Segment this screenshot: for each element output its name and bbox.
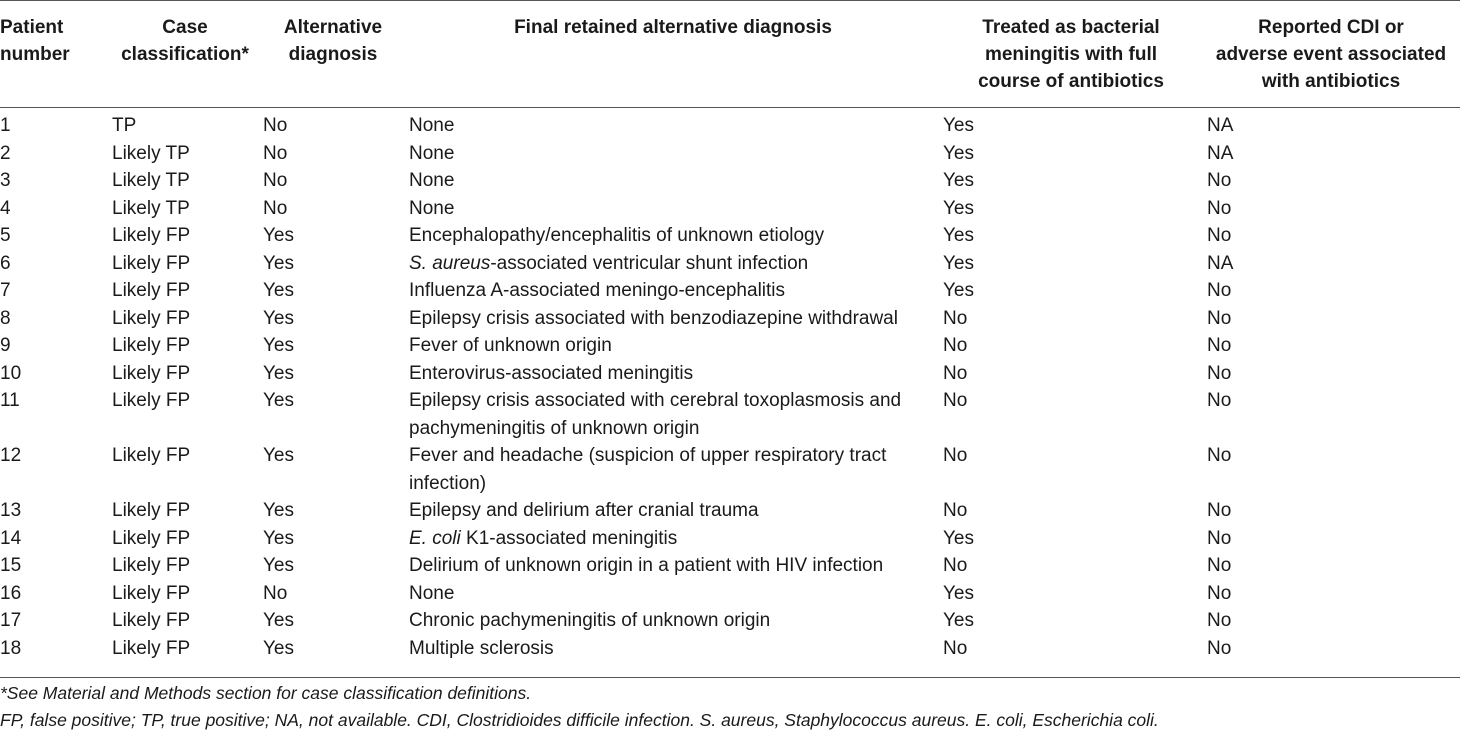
cell-reported: No xyxy=(1207,610,1232,631)
cell-treated: Yes xyxy=(943,252,974,274)
cell-reported: NA xyxy=(1207,252,1234,274)
diagnosis-text: Chronic pachymeningitis of unknown origin xyxy=(409,610,771,631)
cell-patient-number: 6 xyxy=(0,252,11,274)
cell-alternative-diagnosis: Yes xyxy=(263,610,294,631)
cell-case-classification: Likely FP xyxy=(112,225,191,246)
cell-patient-number: 9 xyxy=(0,335,11,356)
cell-patient-number: 5 xyxy=(0,225,11,246)
diagnosis-text: None xyxy=(409,142,455,164)
cell-reported: No xyxy=(1207,582,1232,604)
diagnosis-text: Fever of unknown origin xyxy=(409,335,612,356)
diagnosis-text: K1-associated meningitis xyxy=(460,527,678,549)
cell-case-classification: Likely FP xyxy=(112,610,191,631)
diagnosis-text: Multiple sclerosis xyxy=(409,637,554,659)
cell-alternative-diagnosis: No xyxy=(263,115,288,136)
cell-treated: Yes xyxy=(943,225,974,246)
cell-final-diagnosis xyxy=(406,442,940,497)
table-row xyxy=(0,360,1460,388)
cell-treated: No xyxy=(943,362,968,384)
cell-reported: No xyxy=(1207,500,1232,521)
cell-final-diagnosis xyxy=(406,607,940,635)
cell-final-diagnosis xyxy=(406,305,940,333)
table-row xyxy=(0,277,1460,305)
cell-patient-number: 16 xyxy=(0,582,22,604)
cell-final-diagnosis xyxy=(406,580,940,608)
cell-final-diagnosis xyxy=(406,332,940,360)
cell-final-diagnosis xyxy=(406,222,940,250)
cell-reported: No xyxy=(1207,390,1232,411)
cell-treated: Yes xyxy=(943,610,974,631)
cell-final-diagnosis xyxy=(406,360,940,388)
cell-reported: No xyxy=(1207,637,1232,659)
cell-alternative-diagnosis: Yes xyxy=(263,527,294,549)
cell-patient-number: 11 xyxy=(0,390,20,411)
cell-patient-number: 4 xyxy=(0,197,11,219)
diagnosis-text: Encephalopathy/encephalitis of unknown etiology xyxy=(409,225,825,246)
cell-alternative-diagnosis: Yes xyxy=(263,500,294,521)
diagnosis-text: Enterovirus-associated meningitis xyxy=(409,362,694,384)
cell-case-classification: Likely FP xyxy=(112,445,191,466)
cell-alternative-diagnosis: Yes xyxy=(263,637,294,659)
header-alternative-diagnosis: Alternative diagnosis xyxy=(283,17,383,65)
cell-final-diagnosis xyxy=(406,525,940,553)
table-row xyxy=(0,305,1460,333)
cell-alternative-diagnosis: Yes xyxy=(263,390,294,411)
table-row xyxy=(0,332,1460,360)
header-final-diagnosis: Final retained alternative diagnosis xyxy=(514,17,832,38)
cell-alternative-diagnosis: Yes xyxy=(263,280,294,301)
header-treated: Treated as bacterial meningitis with full course of antibiotics xyxy=(978,17,1164,92)
cell-reported: No xyxy=(1207,280,1232,301)
table-row xyxy=(0,497,1460,525)
header-case-classification: Case classification* xyxy=(121,17,249,65)
cell-alternative-diagnosis: Yes xyxy=(263,225,294,246)
cell-treated: Yes xyxy=(943,582,974,604)
diagnosis-text: None xyxy=(409,582,455,604)
cell-treated: Yes xyxy=(943,115,974,136)
cell-alternative-diagnosis: No xyxy=(263,170,288,191)
diagnosis-text: Epilepsy and delirium after cranial trauma xyxy=(409,500,759,521)
cell-reported: No xyxy=(1207,555,1232,576)
cell-case-classification: Likely FP xyxy=(112,280,191,301)
cell-treated: No xyxy=(943,307,968,329)
table-row xyxy=(0,607,1460,635)
cell-alternative-diagnosis: Yes xyxy=(263,252,294,274)
cell-patient-number: 17 xyxy=(0,610,22,631)
cell-treated: No xyxy=(943,555,968,576)
diagnosis-text: None xyxy=(409,197,455,219)
cell-alternative-diagnosis: No xyxy=(263,142,288,164)
table-row xyxy=(0,580,1460,608)
cell-treated: No xyxy=(943,445,968,466)
diagnosis-text: Fever and headache (suspicion of upper respiratory tract infection) xyxy=(409,445,887,494)
diagnosis-text: None xyxy=(409,115,455,136)
cell-case-classification: Likely FP xyxy=(112,555,191,576)
cell-case-classification: Likely TP xyxy=(112,197,190,219)
cell-case-classification: Likely FP xyxy=(112,362,191,384)
cell-treated: No xyxy=(943,335,968,356)
cell-final-diagnosis xyxy=(406,140,940,168)
cell-case-classification: Likely FP xyxy=(112,307,191,329)
cell-patient-number: 13 xyxy=(0,500,22,521)
cell-final-diagnosis xyxy=(406,250,940,278)
cell-treated: No xyxy=(943,637,968,659)
cell-case-classification: Likely FP xyxy=(112,252,191,274)
italic-organism: E. coli xyxy=(409,527,461,549)
diagnosis-text: Delirium of unknown origin in a patient with HIV infection xyxy=(409,555,884,576)
cell-patient-number: 18 xyxy=(0,637,22,659)
table-row xyxy=(0,387,1460,442)
table-row xyxy=(0,442,1460,497)
cell-reported: No xyxy=(1207,307,1232,329)
cell-reported: No xyxy=(1207,170,1232,191)
cell-final-diagnosis xyxy=(406,497,940,525)
cell-alternative-diagnosis: Yes xyxy=(263,362,294,384)
header-reported: Reported CDI or adverse event associated with antibiotics xyxy=(1215,17,1447,92)
table-row xyxy=(0,140,1460,168)
diagnosis-text: Influenza A-associated meningo-encephalitis xyxy=(409,280,786,301)
cell-patient-number: 14 xyxy=(0,527,22,549)
cell-patient-number: 10 xyxy=(0,362,22,384)
cell-patient-number: 2 xyxy=(0,142,11,164)
header-row xyxy=(0,1,1460,108)
cell-patient-number: 12 xyxy=(0,445,22,466)
cell-case-classification: Likely FP xyxy=(112,500,191,521)
cell-treated: No xyxy=(943,500,968,521)
cell-reported: No xyxy=(1207,445,1232,466)
cell-treated: Yes xyxy=(943,280,974,301)
cell-final-diagnosis xyxy=(406,167,940,195)
cell-treated: Yes xyxy=(943,197,974,219)
cell-reported: NA xyxy=(1207,142,1234,164)
table-row xyxy=(0,108,1460,140)
cell-alternative-diagnosis: Yes xyxy=(263,307,294,329)
table-row xyxy=(0,195,1460,223)
italic-organism: S. aureus xyxy=(409,252,491,274)
cell-case-classification: Likely TP xyxy=(112,142,190,164)
table-row xyxy=(0,635,1460,663)
diagnosis-text: Epilepsy crisis associated with cerebral toxoplasmosis and pachymeningitis of unknown origin xyxy=(409,390,902,439)
table-row xyxy=(0,222,1460,250)
cell-reported: No xyxy=(1207,362,1232,384)
table-row xyxy=(0,525,1460,553)
cell-final-diagnosis xyxy=(406,387,940,442)
cell-case-classification: Likely FP xyxy=(112,582,191,604)
cell-patient-number: 8 xyxy=(0,307,11,329)
cell-reported: No xyxy=(1207,527,1232,549)
cell-final-diagnosis xyxy=(406,277,940,305)
cell-reported: No xyxy=(1207,197,1232,219)
cell-alternative-diagnosis: No xyxy=(263,582,288,604)
cell-treated: No xyxy=(943,390,968,411)
cell-reported: No xyxy=(1207,335,1232,356)
cell-final-diagnosis xyxy=(406,195,940,223)
cell-patient-number: 3 xyxy=(0,170,11,191)
cell-patient-number: 15 xyxy=(0,555,22,576)
cell-case-classification: Likely FP xyxy=(112,637,191,659)
cell-alternative-diagnosis: Yes xyxy=(263,445,294,466)
cell-alternative-diagnosis: Yes xyxy=(263,335,294,356)
cell-patient-number: 1 xyxy=(0,115,11,136)
cell-final-diagnosis xyxy=(406,108,940,140)
diagnosis-text: Epilepsy crisis associated with benzodiazepine withdrawal xyxy=(409,307,898,329)
cell-alternative-diagnosis: Yes xyxy=(263,555,294,576)
cell-case-classification: Likely FP xyxy=(112,335,191,356)
table-row xyxy=(0,250,1460,278)
table-row xyxy=(0,167,1460,195)
header-patient-number: Patient number xyxy=(0,17,70,65)
footnote-abbreviations: FP, false positive; TP, true positive; NA, not available. CDI, Clostridioides difficile infection. S. aureus, Staphylococcus aureus. E. coli, Escherichia coli. xyxy=(0,710,1159,730)
cell-case-classification: Likely FP xyxy=(112,527,191,549)
footer-divider xyxy=(0,677,1460,678)
cell-treated: Yes xyxy=(943,170,974,191)
cell-treated: Yes xyxy=(943,142,974,164)
cell-treated: Yes xyxy=(943,527,974,549)
cell-case-classification: Likely TP xyxy=(112,170,190,191)
cell-final-diagnosis xyxy=(406,552,940,580)
diagnosis-text: None xyxy=(409,170,455,191)
table-row xyxy=(0,552,1460,580)
cell-case-classification: Likely FP xyxy=(112,390,191,411)
cell-reported: No xyxy=(1207,225,1232,246)
footnote-case-classification: *See Material and Methods section for case classification definitions. xyxy=(0,683,532,703)
cell-reported: NA xyxy=(1207,115,1234,136)
cell-patient-number: 7 xyxy=(0,280,11,301)
cell-alternative-diagnosis: No xyxy=(263,197,288,219)
cell-case-classification: TP xyxy=(112,115,137,136)
diagnosis-text: -associated ventricular shunt infection xyxy=(490,252,809,274)
cell-final-diagnosis xyxy=(406,635,940,663)
